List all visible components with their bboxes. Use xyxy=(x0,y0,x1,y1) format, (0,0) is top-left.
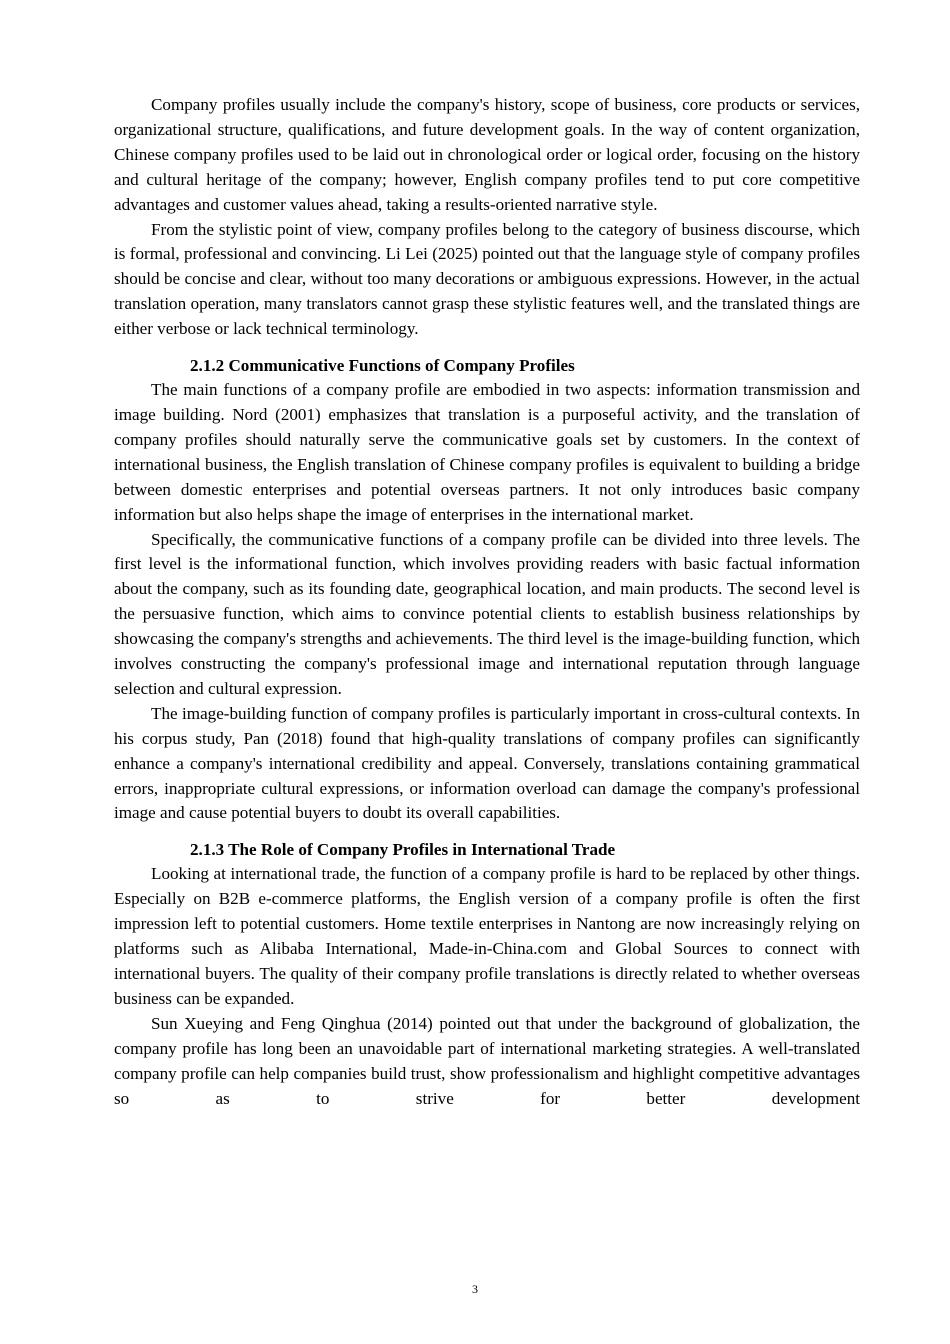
body-paragraph: Sun Xueying and Feng Qinghua (2014) pointed out that under the background of globalization, the company profile has long been an unavoidable part of international marketing strategies. A well-translated company profile can help companies build trust, show professionalism and highlight competitive advantages so as to strive for better development xyxy=(114,1013,860,1108)
page-body xyxy=(114,93,860,1111)
body-paragraph: Looking at international trade, the function of a company profile is hard to be replaced by other things. Especially on B2B e-commerce platforms, the English version of a company profile is often the first impression left to potential customers. Home textile enterprises in Nantong are now increasingly relying on platforms such as Alibaba International, Made-in-China.com and Global Sources to connect with international buyers. The quality of their company profile translations is directly related to whether overseas business can be expanded. xyxy=(114,864,860,1008)
body-paragraph: From the stylistic point of view, company profiles belong to the category of business discourse, which is formal, professional and convincing. Li Lei (2025) pointed out that the language style of company profiles should be concise and clear, without too many decorations or ambiguous expressions. However, in the actual translation operation, many translators cannot grasp these stylistic features well, and the translated things are either verbose or lack technical terminology. xyxy=(114,219,860,339)
section-heading-2-1-3: 2.1.3 The Role of Company Profiles in International Trade xyxy=(190,840,616,860)
section-heading-2-1-2: 2.1.2 Communicative Functions of Company Profiles xyxy=(190,356,575,376)
body-paragraph: The image-building function of company profiles is particularly important in cross-cultural contexts. In his corpus study, Pan (2018) found that high-quality translations of company profiles can significantly enhance a company's international credibility and appeal. Conversely, translations containing grammatical errors, inappropriate cultural expressions, or information overload can damage the company's professional image and cause potential buyers to doubt its overall capabilities. xyxy=(114,703,860,823)
body-paragraph: The main functions of a company profile are embodied in two aspects: information transmission and image building. Nord (2001) emphasizes that translation is a purposeful activity, and the translation of company profiles should naturally serve the communicative goals set by customers. In the context of international business, the English translation of Chinese company profiles is equivalent to building a bridge between domestic enterprises and potential overseas partners. It not only introduces basic company information but also helps shape the image of enterprises in the international market. xyxy=(114,380,860,524)
body-paragraph: Company profiles usually include the company's history, scope of business, core products or services, organizational structure, qualifications, and future development goals. In the way of content organization, Chinese company profiles used to be laid out in chronological order or logical order, focusing on the history and cultural heritage of the company; however, English company profiles tend to put core competitive advantages and customer values ahead, taking a results-oriented narrative style. xyxy=(114,95,860,214)
page-number: 3 xyxy=(472,1282,478,1296)
body-paragraph: Specifically, the communicative functions of a company profile can be divided into three levels. The first level is the informational function, which involves providing readers with basic factual information about the company, such as its founding date, geographical location, and main products. The second level is the persuasive function, which aims to convince potential clients to establish business relationships by showcasing the company's strengths and achievements. The third level is the image-building function, which involves constructing the company's professional image and international reputation through language selection and cultural expression. xyxy=(114,529,860,698)
